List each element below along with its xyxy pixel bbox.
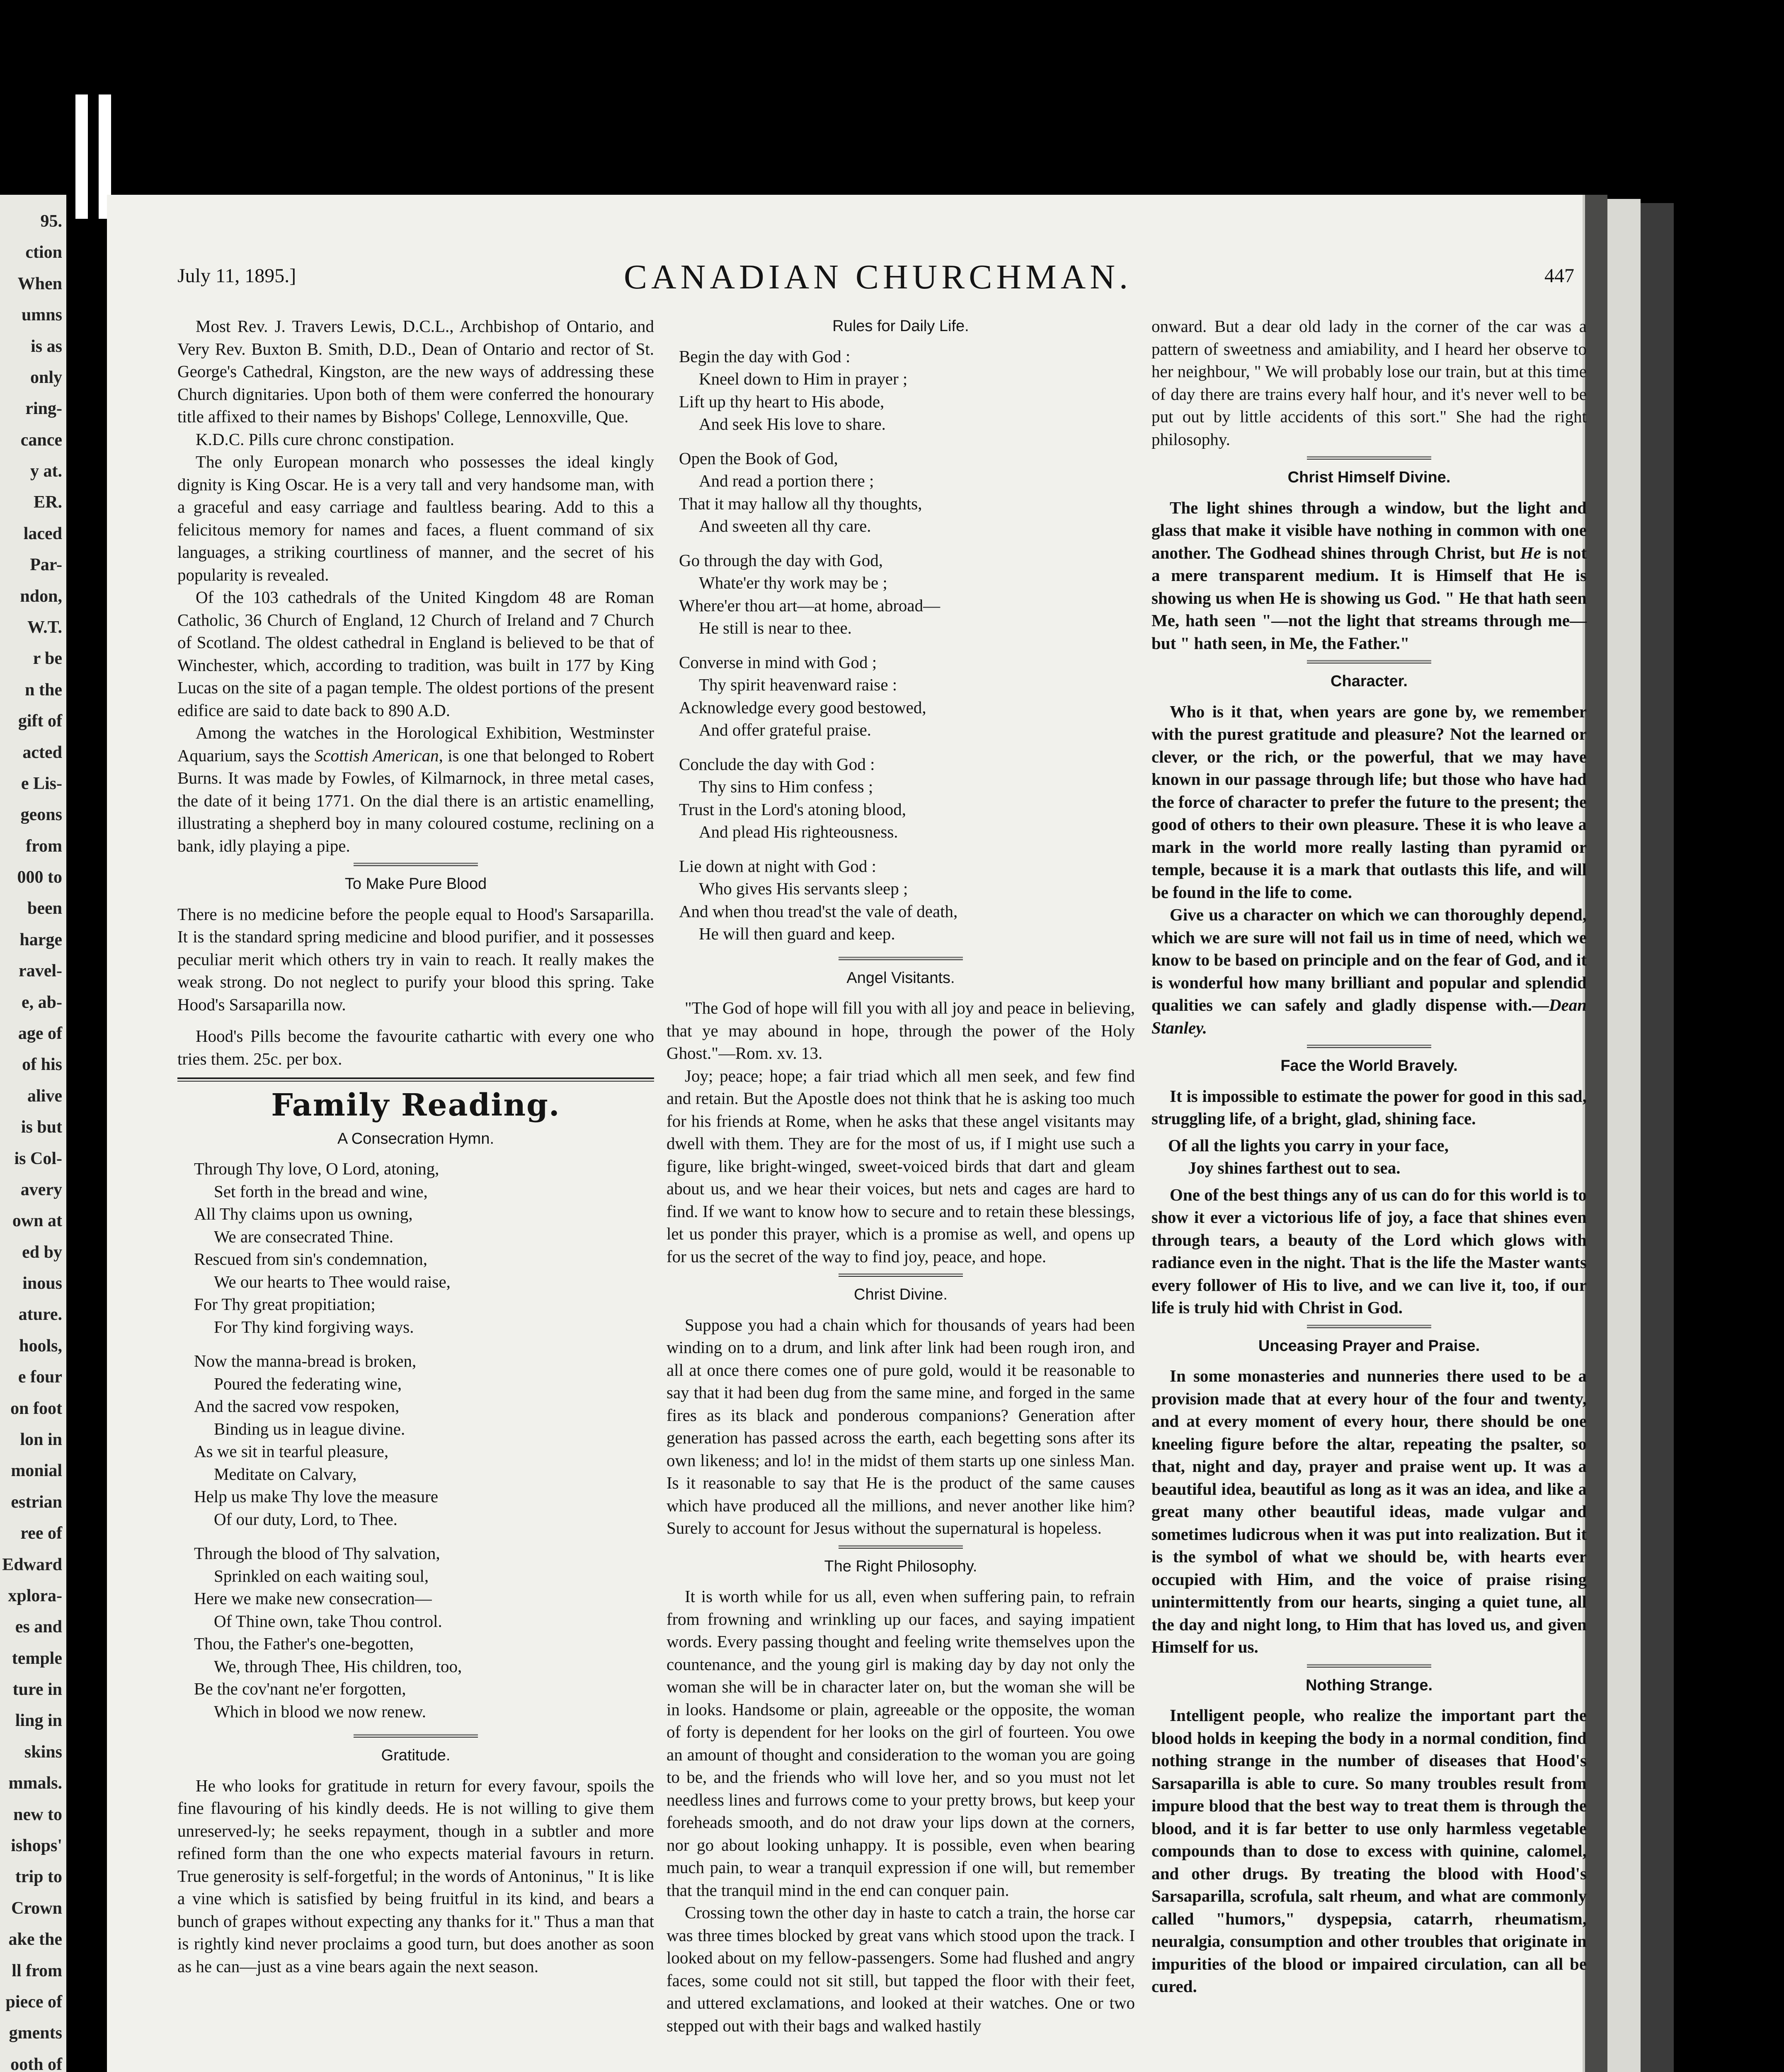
paragraph: Of the 103 cathedrals of the United Kingdom 48 are Roman Catholic, 36 Church of England, 12 Church of Ireland and 7 Church of Scotland. The oldest cathedral in England is believed to be that of Winchester, which, according to tradition, was built in 177 by King Lucas on the site of a pagan temple. The oldest portions of the present edifice are said to date back to 890 A.D. bbox=[177, 588, 654, 720]
paragraph: Joy; peace; hope; a fair triad which all men seek, and few find and retain. But the Apostle does not think that he is asking too much for his friends at Rome, when he asks that these angel visitants may dwell with them. They are for the most of us, if I might use such a figure, like bright-winged, sweet-voiced birds that dart and gleam about us, and we hear their voices, but nets and cages are hard to find. If we want to know how to secure and to retain these blessings, let us ponder this prayer, which is a promise as well, and opens up for us the secret of the way to find joy, peace, and hope. bbox=[667, 1066, 1135, 1266]
issue-date: July 11, 1895.] bbox=[177, 265, 296, 287]
poem-line: For Thy kind forgiving ways. bbox=[214, 1317, 414, 1336]
poem-line: Sprinkled on each waiting soul, bbox=[214, 1566, 429, 1585]
poem-line: Thy spirit heavenward raise : bbox=[699, 675, 897, 694]
text-fragment: age of bbox=[18, 1024, 62, 1043]
text-fragment: e four bbox=[18, 1368, 62, 1387]
poem-line: Meditate on Calvary, bbox=[214, 1464, 357, 1484]
section-heading: Christ Divine. bbox=[854, 1286, 948, 1303]
text-fragment: gments bbox=[9, 2024, 62, 2043]
text-fragment: lon in bbox=[20, 1430, 62, 1449]
text-fragment: 95. bbox=[40, 212, 62, 231]
text-fragment: only bbox=[30, 368, 62, 387]
text-fragment: on foot bbox=[10, 1399, 62, 1418]
page-number: 447 bbox=[1544, 265, 1574, 287]
poem-line: Whate'er thy work may be ; bbox=[699, 573, 887, 592]
poem-line: Of all the lights you carry in your face, bbox=[1168, 1135, 1449, 1155]
poem-stanza bbox=[679, 549, 1135, 639]
text-fragment: umns bbox=[21, 305, 62, 325]
paragraph: Who is it that, when years are gone by, we remember with the purest gratitude and pleasure? Not the learned or clever, or the rich, or the powerful, that we may have known in our passage through life; but those who have had the force of character to prefer the future to the present; the good of others to their own pleasure. These it is who leave a mark in the world more really lasting than pyramid or temple, because it is a mark that outlasts this life, and will be found in the life to come. bbox=[1151, 702, 1587, 902]
poem-line: That it may hallow all thy thoughts, bbox=[679, 494, 922, 513]
section-heading: A Consecration Hymn. bbox=[337, 1130, 494, 1147]
section-heading: Character. bbox=[1331, 673, 1408, 690]
paragraph: Give us a character on which we can thoroughly depend, which we are sure will not fail us in time of need, which we know to be based on principle and on the fear of God, and it is wonderful how many brilliant and popular and splendid qualities we can safely and gladly dispense with.—Dean Stanley. bbox=[1151, 905, 1587, 1037]
poem-stanza bbox=[194, 1157, 654, 1338]
section-heading: The Right Philosophy. bbox=[824, 1557, 977, 1575]
poem-line: Open the Book of God, bbox=[679, 448, 838, 468]
text-fragment: inous bbox=[22, 1274, 62, 1293]
poem bbox=[177, 1157, 654, 1723]
poem-line: Of our duty, Lord, to Thee. bbox=[214, 1509, 398, 1529]
poem-line: Conclude the day with God : bbox=[679, 754, 875, 774]
poem-stanza bbox=[679, 447, 1135, 537]
text-fragment: 000 to bbox=[17, 868, 62, 887]
paragraph: Crossing town the other day in haste to catch a train, the horse car was three times blocked by great vans which stood upon the track. I looked about on my fellow-passengers. Some had flushed and angry faces, some could not sit still, but tapped the floor with their feet, and uttered exclamations, and looked at their watches. One or two stepped out with their bags and walked hastily bbox=[667, 1903, 1135, 2035]
text-fragment: ake the bbox=[8, 1930, 62, 1949]
divider bbox=[177, 1077, 654, 1082]
poem-line: And sweeten all thy care. bbox=[699, 516, 871, 535]
paragraph: onward. But a dear old lady in the corner of the car was a pattern of sweetness and amiability, and I heard her observe to her neighbour, " We will probably lose our train, but at this time of day there are trains every half hour, and it's never well to be put out by little accidents of this sort." She had the right philosophy. bbox=[1151, 317, 1587, 449]
poem-line: Now the manna-bread is broken, bbox=[194, 1351, 417, 1370]
divider bbox=[1307, 1664, 1431, 1668]
paragraph: The light shines through a window, but the light and glass that make it visible have nothing in common with one another. The Godhead shines through Christ, but He is not a mere transparent medium. It is Himself that He is showing us when He is showing us God. " He that hath seen Me, hath seen "—not the light that streams through me—but " hath seen, in Me, the Father." bbox=[1151, 498, 1587, 653]
paragraph: There is no medicine before the people equal to Hood's Sarsaparilla. It is the standard spring medicine and blood purifier, and it possesses peculiar merit which others try in vain to reach. It really makes the weak strong. Do not neglect to purify your blood this spring. Take Hood's Sarsaparilla now. bbox=[177, 904, 654, 1014]
text-fragment: ed by bbox=[22, 1242, 62, 1262]
text-fragment: xplora- bbox=[8, 1586, 62, 1605]
text-fragment: estrian bbox=[11, 1492, 62, 1512]
text-fragment: avery bbox=[20, 1180, 62, 1199]
scan-bar bbox=[75, 94, 88, 219]
book-edge bbox=[1607, 199, 1641, 2072]
text-fragment: ER. bbox=[34, 493, 62, 512]
poem-stanza bbox=[194, 1350, 654, 1530]
text-fragment: temple bbox=[12, 1648, 62, 1668]
section-heading: Unceasing Prayer and Praise. bbox=[1258, 1337, 1480, 1355]
divider bbox=[354, 863, 478, 866]
poem bbox=[1151, 1134, 1587, 1179]
paragraph: Most Rev. J. Travers Lewis, D.C.L., Archbishop of Ontario, and Very Rev. Buxton B. Smith, D.D., Dean of Ontario and rector of St. George's Cathedral, Kingston, are the new ways of addressing these Church dignitaries. Upon both of them were conferred the honourary title affixed to their names by Bishops' College, Lennoxville, Que. bbox=[177, 317, 654, 426]
paragraph: It is impossible to estimate the power for good in this sad, struggling life, of a bright, glad, shining face. bbox=[1151, 1086, 1587, 1128]
text-fragment: harge bbox=[19, 930, 62, 949]
section-heading: Christ Himself Divine. bbox=[1287, 469, 1451, 486]
poem-line: Which in blood we now renew. bbox=[214, 1702, 426, 1721]
poem-line: Poured the federating wine, bbox=[214, 1374, 402, 1393]
text-fragment: ring- bbox=[25, 399, 62, 419]
divider bbox=[839, 957, 963, 960]
column-right bbox=[1151, 315, 1587, 1998]
text-fragment: Edward bbox=[2, 1555, 62, 1574]
text-fragment: gift of bbox=[18, 712, 62, 731]
text-fragment: e Lis- bbox=[21, 774, 62, 793]
poem-line: All Thy claims upon us owning, bbox=[194, 1204, 413, 1223]
text-fragment: ishops' bbox=[11, 1836, 62, 1855]
text-fragment: been bbox=[27, 899, 62, 918]
poem-line: Of Thine own, take Thou control. bbox=[214, 1611, 442, 1631]
text-fragment: piece of bbox=[5, 1992, 62, 2011]
section-heading: Gratitude. bbox=[381, 1747, 451, 1764]
text-fragment: laced bbox=[23, 524, 62, 543]
poem-stanza bbox=[679, 345, 1135, 436]
text-fragment: n the bbox=[25, 680, 62, 700]
poem-line: Rescued from sin's condemnation, bbox=[194, 1249, 428, 1268]
text-fragment: skins bbox=[24, 1742, 62, 1762]
section-heading: To Make Pure Blood bbox=[344, 875, 487, 893]
text-fragment: is as bbox=[31, 336, 62, 356]
poem-line: Where'er thou art—at home, abroad— bbox=[679, 595, 940, 615]
paragraph: "The God of hope will fill you with all joy and peace in believing, that ye may abound in hope, through the power of the Holy Ghost."—Rom. xv. 13. bbox=[667, 998, 1135, 1063]
poem-line: Thy sins to Him confess ; bbox=[699, 777, 873, 796]
column-middle bbox=[667, 315, 1135, 2037]
paragraph: It is worth while for us all, even when suffering pain, to refrain from frowning and wrinkling up our faces, and saying impatient words. Every passing thought and feeling write themselves upon the countenance, and the young girl is making day by day not only the woman she will be in character later on, but the woman she will be in looks. Handsome or plain, agreeable or the opposite, the woman of forty is dependent for her looks on the girl of fourteen. You owe an amount of thought and consideration to the woman you are going to be, and the friends who will love her, and so you must not let needless lines and furrows come to your pretty brows, but keep your foreheads smooth, and do not draw your lips down at the corners, nor go about looking unhappy. It is possible, even when bearing much pain, to wear a tranquil expression if one will, but remember that the tranquil mind in the end can conquer pain. bbox=[667, 1587, 1135, 1900]
text-fragment: ravel- bbox=[19, 961, 62, 981]
paragraph: One of the best things any of us can do for this world is to show it ever a victorious life of joy, a face that shines even through tears, a beauty of the Lord which glows with radiance even in the night. That is the life the Master wants every follower of His to live, and we can live it, too, if our life is truly hid with Christ in God. bbox=[1151, 1185, 1587, 1317]
divider bbox=[1307, 1325, 1431, 1328]
section-heading: Angel Visitants. bbox=[846, 969, 955, 987]
paragraph: Suppose you had a chain which for thousands of years had been winding on to a drum, and link after link had been rough iron, and all at once there comes one of pure gold, would it be reasonable to say that it had been dug from the same mine, and forged in the same fires as its black and ponderous companions? Generation after generation has passed across the earth, each begetting sons after its own likeness; and lo! in the midst of them starts up one sinless Man. Is it reasonable to say that He is the product of the same causes which have produced all the millions, and never another like him? Surely to account for Jesus without the supernatural is hopeless. bbox=[667, 1315, 1135, 1537]
divider bbox=[839, 1545, 963, 1549]
paragraph: He who looks for gratitude in return for every favour, spoils the fine flavouring of his kindly deeds. He is not willing to give them unreserved-ly; he seeks repayment, though in a subtler and more refined form than the one who expects material favours in return. True generosity is self-forgetful; in the words of Antoninus, " It is like a vine which is satisfied by being fruitful in its kind, and bears a bunch of grapes without expecting any thanks for it." Thus a man that is rightly kind never proclaims a good turn, but does another as soon as he can—just as a vine bears again the next season. bbox=[177, 1776, 654, 1976]
poem-line: And read a portion there ; bbox=[699, 471, 874, 490]
poem-line: Thou, the Father's one-begotten, bbox=[194, 1634, 414, 1653]
text-fragment: mmals. bbox=[8, 1774, 62, 1793]
text-fragment: alive bbox=[27, 1086, 62, 1106]
text-fragment: monial bbox=[11, 1461, 62, 1481]
poem-line: He will then guard and keep. bbox=[699, 924, 895, 943]
poem-line: We are consecrated Thine. bbox=[214, 1227, 394, 1246]
book-edge bbox=[1641, 203, 1674, 2072]
text-fragment: ooth of bbox=[10, 2055, 62, 2072]
text-fragment: of his bbox=[22, 1055, 62, 1075]
text-fragment: es and bbox=[15, 1617, 62, 1637]
text-fragment: ree of bbox=[20, 1524, 62, 1543]
text-fragment: trip to bbox=[15, 1867, 62, 1887]
poem-line: Lift up thy heart to His abode, bbox=[679, 392, 885, 411]
masthead-title: CANADIAN CHURCHMAN. bbox=[623, 258, 1132, 296]
section-banner: Family Reading. bbox=[271, 1087, 560, 1123]
poem-line: Who gives His servants sleep ; bbox=[699, 879, 908, 898]
poem-line: Trust in the Lord's atoning blood, bbox=[679, 799, 906, 819]
paragraph: K.D.C. Pills cure chronc constipation. bbox=[196, 429, 455, 449]
text-fragment: ction bbox=[25, 243, 62, 262]
poem-line: Through Thy love, O Lord, atoning, bbox=[194, 1159, 439, 1178]
text-fragment: new to bbox=[13, 1805, 62, 1824]
poem-line: We, through Thee, His children, too, bbox=[214, 1656, 462, 1676]
poem-stanza bbox=[679, 753, 1135, 843]
poem-line: And offer grateful praise. bbox=[699, 720, 871, 739]
poem-line: Kneel down to Him in prayer ; bbox=[699, 369, 908, 388]
poem bbox=[667, 345, 1135, 945]
text-fragment: y at. bbox=[30, 462, 62, 481]
text-fragment: r be bbox=[33, 649, 62, 668]
text-fragment: ature. bbox=[18, 1305, 62, 1324]
divider bbox=[1307, 660, 1431, 663]
poem-line: Acknowledge every good bestowed, bbox=[679, 697, 926, 717]
text-fragment: geons bbox=[20, 805, 62, 825]
poem-line: Lie down at night with God : bbox=[679, 856, 877, 876]
poem-line: Set forth in the bread and wine, bbox=[214, 1181, 428, 1201]
text-fragment: ling in bbox=[15, 1711, 62, 1731]
poem-line: And seek His love to share. bbox=[699, 414, 886, 433]
text-fragment: is but bbox=[21, 1118, 62, 1137]
poem-line: Joy shines farthest out to sea. bbox=[1188, 1158, 1401, 1177]
text-fragment: e, ab- bbox=[22, 992, 62, 1012]
poem-line: And plead His righteousness. bbox=[699, 822, 898, 841]
text-fragment: ture in bbox=[12, 1680, 62, 1699]
poem-stanza bbox=[194, 1542, 654, 1723]
text-fragment: own at bbox=[12, 1211, 62, 1231]
text-fragment: W.T. bbox=[27, 618, 62, 637]
section-heading: Face the World Bravely. bbox=[1280, 1057, 1458, 1075]
paragraph: The only European monarch who possesses the ideal kingly dignity is King Oscar. He is a very tall and very handsome man, with a graceful and easy carriage and faultless bearing. Add to this a felicitous memory for names and faces, a fluent command of six languages, a striking courtliness of manner, and the secret of his popularity is revealed. bbox=[177, 452, 654, 584]
poem-line: We our hearts to Thee would raise, bbox=[214, 1272, 451, 1291]
divider bbox=[354, 1734, 478, 1738]
text-fragment: from bbox=[26, 836, 62, 856]
newspaper-page bbox=[107, 195, 1587, 2072]
poem-line: Go through the day with God, bbox=[679, 550, 883, 570]
poem-line: Through the blood of Thy salvation, bbox=[194, 1544, 440, 1563]
poem-line: As we sit in tearful pleasure, bbox=[194, 1442, 389, 1461]
poem-line: Converse in mind with God ; bbox=[679, 652, 877, 672]
text-fragment: Crown bbox=[11, 1898, 62, 1918]
text-fragment: ll from bbox=[12, 1961, 62, 1980]
poem-line: Binding us in league divine. bbox=[214, 1419, 405, 1438]
poem-line: Here we make new consecration— bbox=[194, 1589, 432, 1608]
paragraph: In some monasteries and nunneries there used to be a provision made that at every hour of the four and twenty, and at every moment of every hour, there should be one kneeling figure before the altar, repeating the psalter, so that, night and day, prayer and praise went up. It was a beautiful idea, beautiful as long as it was an idea, and like a great many other beautiful ideas, made vulgar and sometimes ludicrous when it was put into realization. But it is the symbol of what we should be, with hearts ever occupied with Him, and the voice of praise rising unintermittently from our hearts, singing a quiet tune, all the day and night long, to Him that has loved us, and given Himself for us. bbox=[1151, 1366, 1587, 1656]
text-fragment: Par- bbox=[30, 555, 62, 575]
section-heading: Nothing Strange. bbox=[1305, 1676, 1433, 1694]
paragraph: Hood's Pills become the favourite cathartic with every one who tries them. 25c. per box. bbox=[177, 1026, 654, 1068]
page-header bbox=[177, 257, 1578, 303]
divider bbox=[1307, 1045, 1431, 1048]
poem-line: Begin the day with God : bbox=[679, 346, 851, 366]
poem-line: Help us make Thy love the measure bbox=[194, 1487, 439, 1506]
text-fragment: ndon, bbox=[20, 586, 62, 606]
divider bbox=[839, 1273, 963, 1277]
paragraph: Intelligent people, who realize the important part the blood holds in keeping the body in a normal condition, find nothing strange in the number of diseases that Hood's Sarsaparilla is able to cure. So many troubles result from impure blood that the best way to treat them is through the blood, and it is far better to use only harmless vegetable compounds than to dose to excess with quinine, calomel, and other drugs. By treating the blood with Hood's Sarsaparilla, scrofula, salt rheum, and what are commonly called "humors," dyspepsia, catarrh, rheumatism, neuralgia, consumption and other troubles that originate in impurities of the blood or impaired circulation, can all be cured. bbox=[1151, 1706, 1587, 1996]
left-page-fragment bbox=[0, 195, 66, 2072]
poem-stanza bbox=[679, 855, 1135, 945]
poem-line: Be the cov'nant ne'er forgotten, bbox=[194, 1679, 406, 1698]
poem-line: For Thy great propitiation; bbox=[194, 1295, 376, 1314]
text-fragment: cance bbox=[20, 430, 62, 450]
section-heading: Rules for Daily Life. bbox=[832, 317, 969, 335]
text-fragment: acted bbox=[22, 743, 62, 762]
text-fragment: When bbox=[17, 274, 62, 293]
divider bbox=[1307, 456, 1431, 460]
poem-line: And the sacred vow respoken, bbox=[194, 1397, 400, 1416]
poem-line: He still is near to thee. bbox=[699, 618, 852, 637]
poem-stanza bbox=[679, 651, 1135, 741]
text-fragment: hools, bbox=[19, 1336, 62, 1356]
poem-line: And when thou tread'st the vale of death, bbox=[679, 901, 958, 921]
paragraph: Among the watches in the Horological Exhibition, Westminster Aquarium, says the Scottish American, is one that belonged to Robert Burns. It was made by Fowles, of Kilmarnock, in three metal cases, the date of it being 1771. On the dial there is an artistic enamelling, illustrating a shepherd boy in many coloured costume, reclining on a bank, idly playing a pipe. bbox=[177, 723, 654, 855]
column-left bbox=[177, 315, 654, 1978]
text-fragment: is Col- bbox=[14, 1149, 62, 1168]
